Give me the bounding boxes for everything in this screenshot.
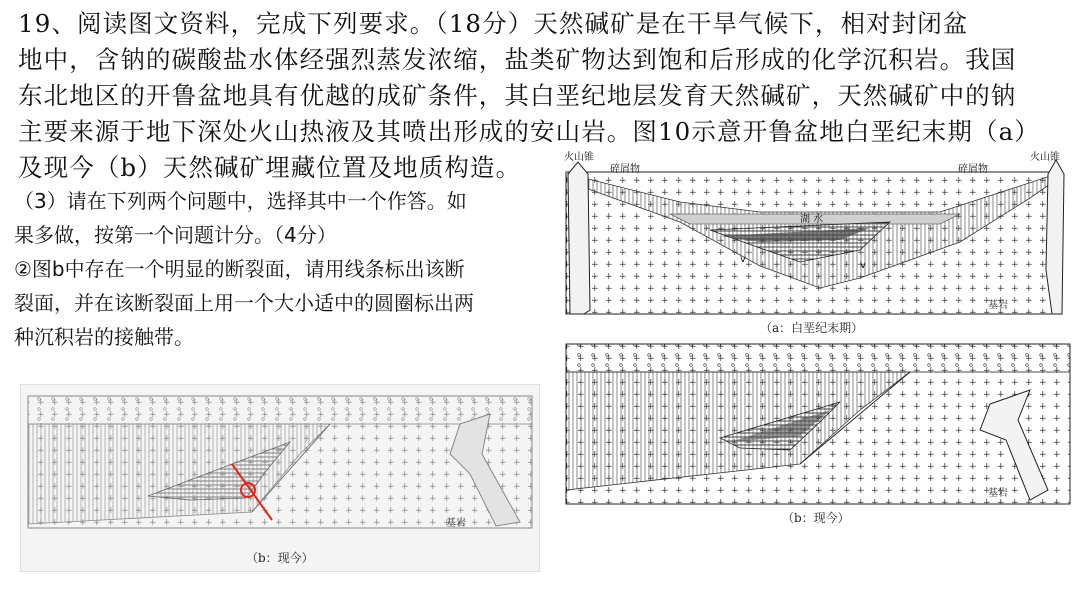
intro-line: 及现今（b）天然碱矿埋藏位置及地质构造。 [18,153,522,182]
andesite-symbol: v [860,260,866,271]
bedrock-label: 基岩 [988,488,1008,499]
intro-line: 19、阅读图文资料，完成下列要求。（18分）天然碱矿是在干旱气候下，相对封闭盆 [18,9,969,38]
sub-question-line: ②图b中存在一个明显的断裂面，请用线条标出该断 [14,257,465,281]
intro-line: 地中，含钠的碳酸盐水体经强烈蒸发浓缩，盐类矿物达到饱和后形成的化学沉积岩。我国 [18,45,1017,74]
sub-question-line: 裂面，并在该断裂面上用一个大小适中的圆圈标出两 [14,291,474,315]
figure-a-caption: （a：白垩纪末期） [760,321,864,335]
sub-question-line: 果多做，按第一个问题计分。（4分） [14,223,337,247]
intro-line: 主要来源于地下深处火山热液及其喷出形成的安山岩。图10示意开鲁盆地白垩纪末期（a） [18,117,1040,146]
intro-line: 东北地区的开鲁盆地具有优越的成矿条件，其白垩纪地层发育天然碱矿，天然碱矿中的钠 [18,81,1017,110]
debris-left-label: 碎屑物 [610,164,640,175]
volcano-left-label: 火山锥 [564,152,594,163]
figure-b-cross-section [560,340,1078,530]
sub-question-line: 种沉积岩的接触带。 [14,325,194,349]
volcano-right-label: 火山锥 [1030,152,1060,163]
andesite-symbol: v [740,254,746,265]
sub-question [14,184,534,354]
figure-a-cross-section [560,150,1070,340]
lake-label: 湖 水 [800,214,824,225]
figure-b-caption: （b：现今） [782,511,850,525]
debris-right-label: 碎屑物 [958,164,988,175]
bedrock-label: 基岩 [446,518,466,529]
answer-figure-caption: （b：现今） [246,551,314,565]
bedrock-label: 基岩 [988,300,1008,311]
sub-question-line: （3）请在下列两个问题中，选择其中一个作答。如 [14,189,467,213]
answer-figure-b [20,384,540,572]
